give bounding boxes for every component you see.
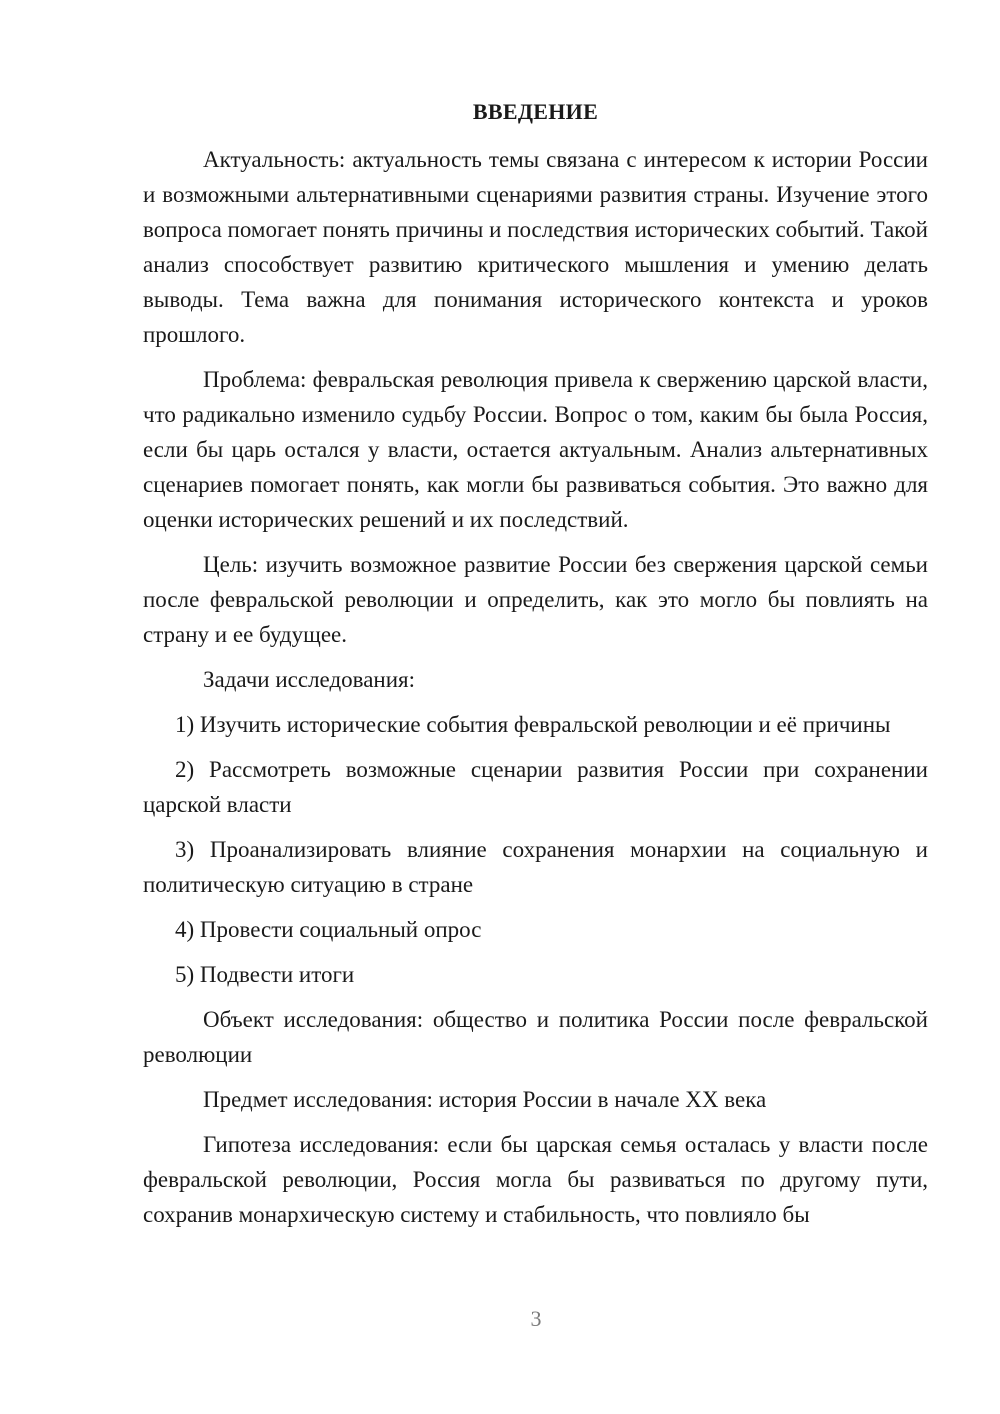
paragraph-hypothesis: Гипотеза исследования: если бы царская семья осталась у власти после февральской революции, Россия могла бы развиваться по другому пути, сохранив монархическую систему и стабильность, что повлияло бы [143,1132,928,1227]
tasks-heading: Задачи исследования: [203,667,416,692]
paragraph-relevance: Актуальность: актуальность темы связана с интересом к истории России и возможными альтернативными сценариями развития страны. Изучение этого вопроса помогает понять причины и последствия исторических событий. Такой анализ способствует развитию критического мышления и умению делать выводы. Тема важна для понимания исторического контекста и уроков прошлого. [143,147,928,347]
paragraph-problem: Проблема: февральская революция привела к свержению царской власти, что радикально изменило судьбу России. Вопрос о том, каким бы была Россия, если бы царь остался у власти, остается актуальным. Анализ альтернативных сценариев помогает понять, как могли бы развиваться события. Это важно для оценки исторических решений и их последствий. [143,367,928,532]
task-item-4: 4) Провести социальный опрос [175,917,482,942]
task-item-2: 2) Рассмотреть возможные сценарии развития России при сохранении царской власти [143,757,928,817]
task-item-1: 1) Изучить исторические события февральской революции и её причины [175,712,891,737]
paragraph-object: Объект исследования: общество и политика России после февральской революции [143,1007,928,1067]
page-number: 3 [530,1306,542,1331]
section-title: ВВЕДЕНИЕ [472,99,599,124]
paragraph-goal: Цель: изучить возможное развитие России без свержения царской семьи после февральской революции и определить, как это могло бы повлиять на страну и ее будущее. [143,552,928,647]
document-page [143,94,928,1242]
task-item-5: 5) Подвести итоги [175,962,355,987]
task-item-3: 3) Проанализировать влияние сохранения монархии на социальную и политическую ситуацию в стране [143,837,928,897]
paragraph-subject: Предмет исследования: история России в начале XX века [203,1087,767,1112]
